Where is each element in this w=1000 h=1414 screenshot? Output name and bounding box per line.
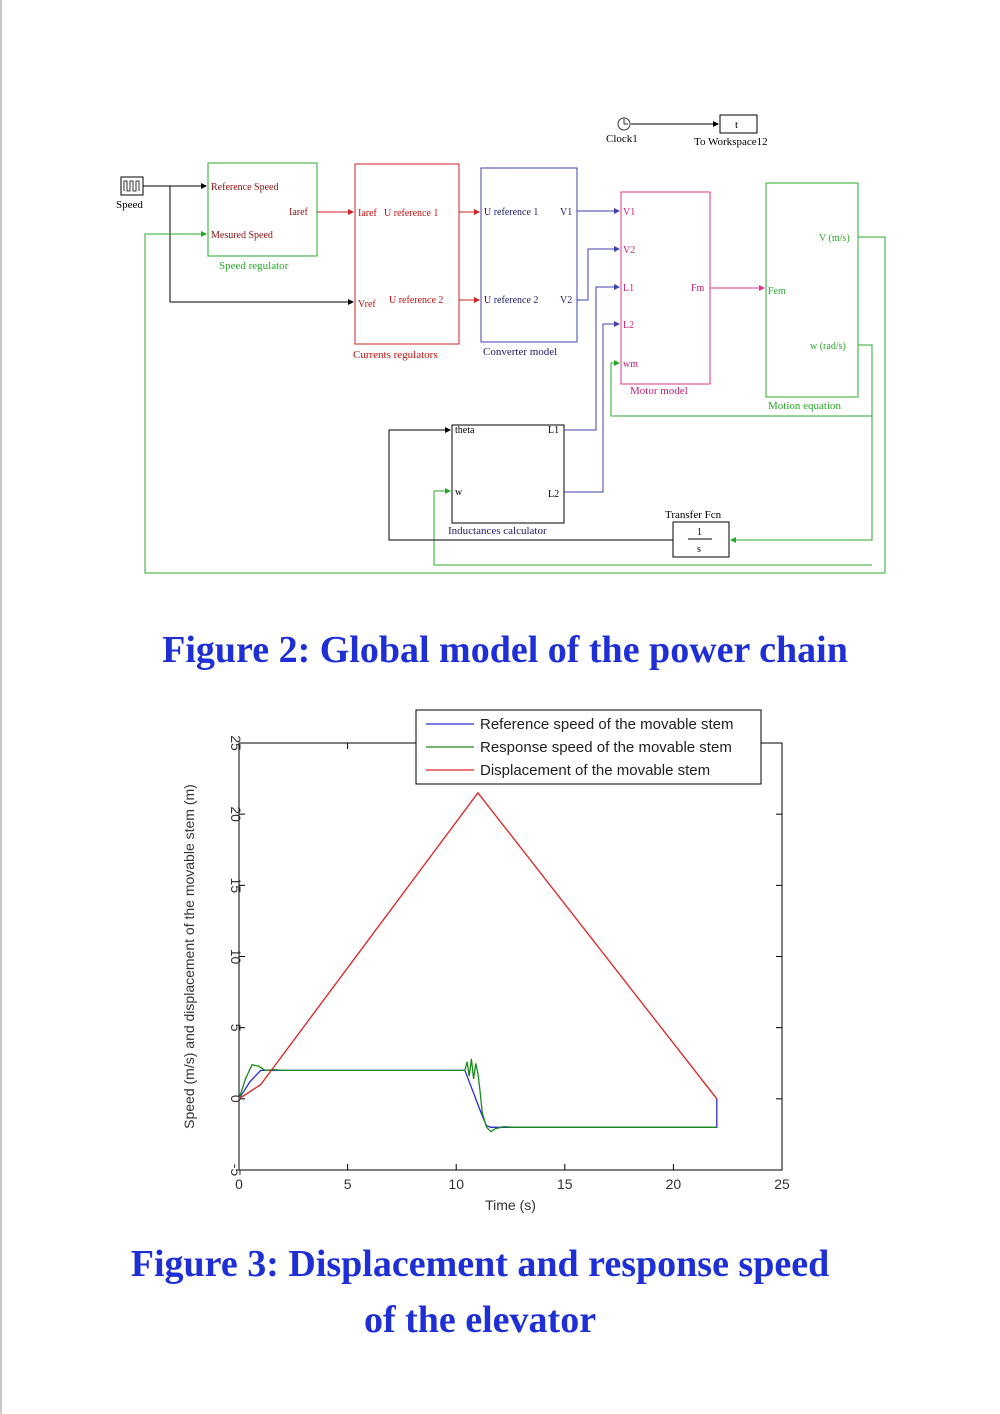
speed-source-label: Speed <box>116 199 143 211</box>
y-tick-label: 20 <box>228 806 244 822</box>
figure-3-caption-line2: of the elevator <box>363 1299 597 1341</box>
motion-equation-block <box>766 183 858 412</box>
cur-reg-in1: Iaref <box>358 208 377 219</box>
figure-2-caption: Figure 2: Global model of the power chain <box>162 629 848 671</box>
conv-out1: V1 <box>560 207 573 218</box>
motion-name: Motion equation <box>768 400 842 412</box>
conv-name: Converter model <box>483 346 558 358</box>
motion-in: Fem <box>768 286 786 297</box>
chart-axes <box>228 735 790 1192</box>
ind-in1: theta <box>455 425 475 436</box>
motor-name: Motor model <box>630 385 688 397</box>
speed-regulator-block <box>208 163 317 272</box>
motor-in-v1: V1 <box>623 207 636 218</box>
inductances-calculator-block <box>448 425 564 537</box>
conv-in2: U reference 2 <box>484 295 539 306</box>
motion-out2: w (rad/s) <box>810 341 846 352</box>
x-tick-label: 10 <box>448 1176 464 1192</box>
motor-in-l2: L2 <box>623 320 635 331</box>
ind-name: Inductances calculator <box>448 525 547 537</box>
motor-in-l1: L1 <box>623 283 635 294</box>
chart-x-label: Time (s) <box>485 1197 536 1213</box>
plot-frame <box>239 743 782 1170</box>
to-workspace-block <box>694 115 768 148</box>
ind-out1: L1 <box>548 425 560 436</box>
workspace-var: t <box>735 119 739 131</box>
legend-entry-2: Response speed of the movable stem <box>480 739 732 756</box>
motor-out-fm: Fm <box>691 283 705 294</box>
y-tick-label: -5 <box>228 1163 244 1177</box>
chart-legend <box>416 710 761 784</box>
figure-3-chart <box>0 700 1000 1220</box>
x-tick-label: 5 <box>343 1176 352 1192</box>
y-tick-label: 15 <box>228 877 244 894</box>
tf-den: s <box>697 544 701 555</box>
tf-num: 1 <box>697 527 702 538</box>
y-tick-label: 0 <box>228 1094 244 1103</box>
cur-reg-out2: U reference 2 <box>389 295 444 306</box>
x-tick-label: 15 <box>557 1176 573 1192</box>
motor-model-block <box>621 192 710 397</box>
currents-regulators-block <box>353 164 459 361</box>
motion-out1: V (m/s) <box>819 233 850 244</box>
figure-3-caption-line1: Figure 3: Displacement and response speed <box>130 1243 830 1285</box>
tf-name: Transfer Fcn <box>665 509 722 521</box>
speed-reg-out: Iaref <box>289 207 308 218</box>
speed-reg-in2: Mesured Speed <box>211 230 273 241</box>
speed-reg-in1: Reference Speed <box>211 182 279 193</box>
transfer-fcn-block <box>665 509 729 557</box>
motor-in-wm: wm <box>623 359 638 370</box>
conv-in1: U reference 1 <box>484 207 539 218</box>
y-tick-label: 25 <box>228 735 244 751</box>
x-tick-label: 25 <box>774 1176 790 1192</box>
speed-source-block <box>116 177 143 211</box>
clock-block <box>606 118 638 145</box>
ind-out2: L2 <box>548 489 560 500</box>
ind-in2: w <box>455 487 463 498</box>
cur-reg-name: Currents regulators <box>353 349 438 361</box>
legend-entry-1: Reference speed of the movable stem <box>480 716 734 733</box>
block-diagram <box>0 0 1000 600</box>
cur-reg-in2: Vref <box>358 299 376 310</box>
converter-model-block <box>481 168 577 358</box>
y-tick-label: 10 <box>228 948 244 965</box>
speed-reg-name: Speed regulator <box>219 260 289 272</box>
y-tick-label: 5 <box>228 1023 244 1032</box>
clock-label: Clock1 <box>606 133 638 145</box>
legend-entry-3: Displacement of the movable stem <box>480 762 711 779</box>
x-tick-label: 0 <box>235 1176 243 1192</box>
chart-y-label: Speed (m/s) and displacement of the movable stem (m) <box>181 784 197 1129</box>
x-tick-label: 20 <box>665 1176 682 1192</box>
cur-reg-out1: U reference 1 <box>384 208 439 219</box>
motor-in-v2: V2 <box>623 245 636 256</box>
workspace-label: To Workspace12 <box>694 136 768 148</box>
conv-out2: V2 <box>560 295 573 306</box>
